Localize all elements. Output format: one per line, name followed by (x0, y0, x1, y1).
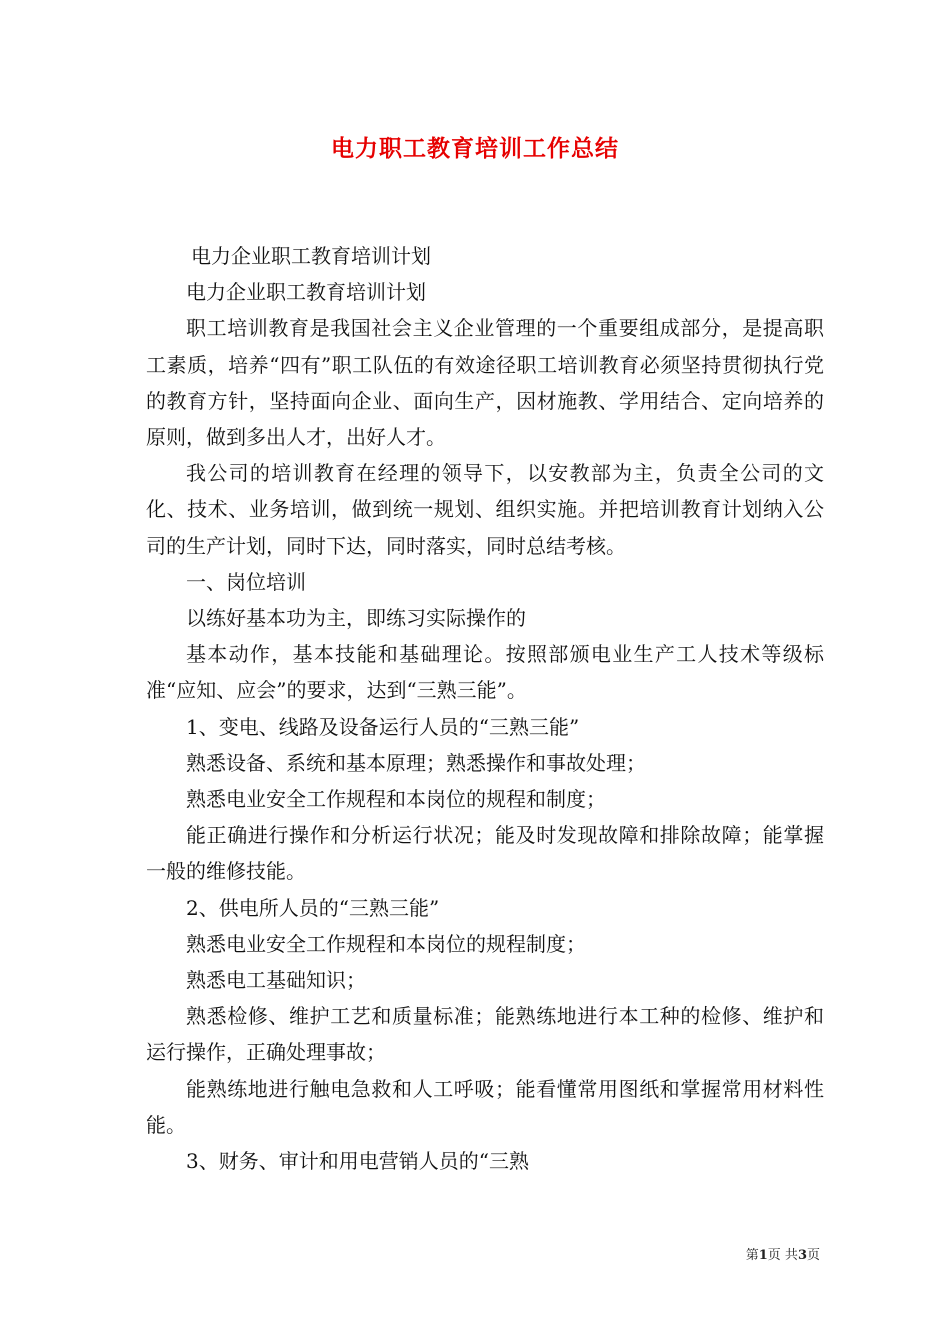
document-body (146, 238, 824, 1179)
document-title: 电力职工教育培训工作总结 (331, 135, 619, 162)
paragraph: 熟悉电业安全工作规程和本岗位的规程制度； (186, 931, 586, 956)
paragraph: 熟悉电工基础知识； (186, 968, 366, 993)
list-item-heading: 2、供电所人员的“三熟三能” (186, 895, 440, 920)
paragraph: 能正确进行操作和分析运行状况；能及时发现故障和排除故障；能掌握一般的维修技能。 (146, 823, 824, 884)
paragraph: 职工培训教育是我国社会主义企业管理的一个重要组成部分，是提高职工素质，培养“四有”职工队伍的有效途径职工培训教育必须坚持贯彻执行党的教育方针，坚持面向企业、面向生产，因材施教、学用结合、定向培养的原则，做到多出人才，出好人才。 (146, 316, 824, 450)
paragraph: 熟悉设备、系统和基本原理；熟悉操作和事故处理； (186, 750, 646, 775)
footer-prefix: 第 (745, 1248, 759, 1263)
list-item-heading: 1、变电、线路及设备运行人员的“三熟三能” (186, 714, 580, 739)
section-heading: 一、岗位培训 (186, 569, 306, 594)
paragraph: 熟悉检修、维护工艺和质量标准；能熟练地进行本工种的检修、维护和运行操作，正确处理事故； (146, 1004, 824, 1065)
footer-middle: 页 共 (767, 1248, 798, 1263)
paragraph: 能熟练地进行触电急救和人工呼吸；能看懂常用图纸和掌握常用材料性能。 (146, 1076, 824, 1137)
paragraph: 电力企业职工教育培训计划 (191, 244, 431, 268)
list-item-heading: 3、财务、审计和用电营销人员的“三熟 (186, 1149, 529, 1174)
paragraph: 电力企业职工教育培训计划 (186, 280, 426, 305)
paragraph: 我公司的培训教育在经理的领导下，以安教部为主，负责全公司的文化、技术、业务培训，做到统一规划、组织实施。并把培训教育计划纳入公司的生产计划，同时下达，同时落实，同时总结考核。 (146, 461, 824, 558)
total-pages-number: 3 (797, 1248, 807, 1263)
paragraph: 以练好基本功为主，即练习实际操作的 (186, 606, 526, 631)
current-page-number: 1 (758, 1248, 768, 1263)
paragraph: 熟悉电业安全工作规程和本岗位的规程和制度； (186, 787, 606, 812)
paragraph: 基本动作，基本技能和基础理论。按照部颁电业生产工人技术等级标准“应知、应会”的要求，达到“三熟三能”。 (146, 642, 824, 703)
footer-suffix: 页 (806, 1248, 820, 1263)
page-footer (746, 1247, 820, 1265)
